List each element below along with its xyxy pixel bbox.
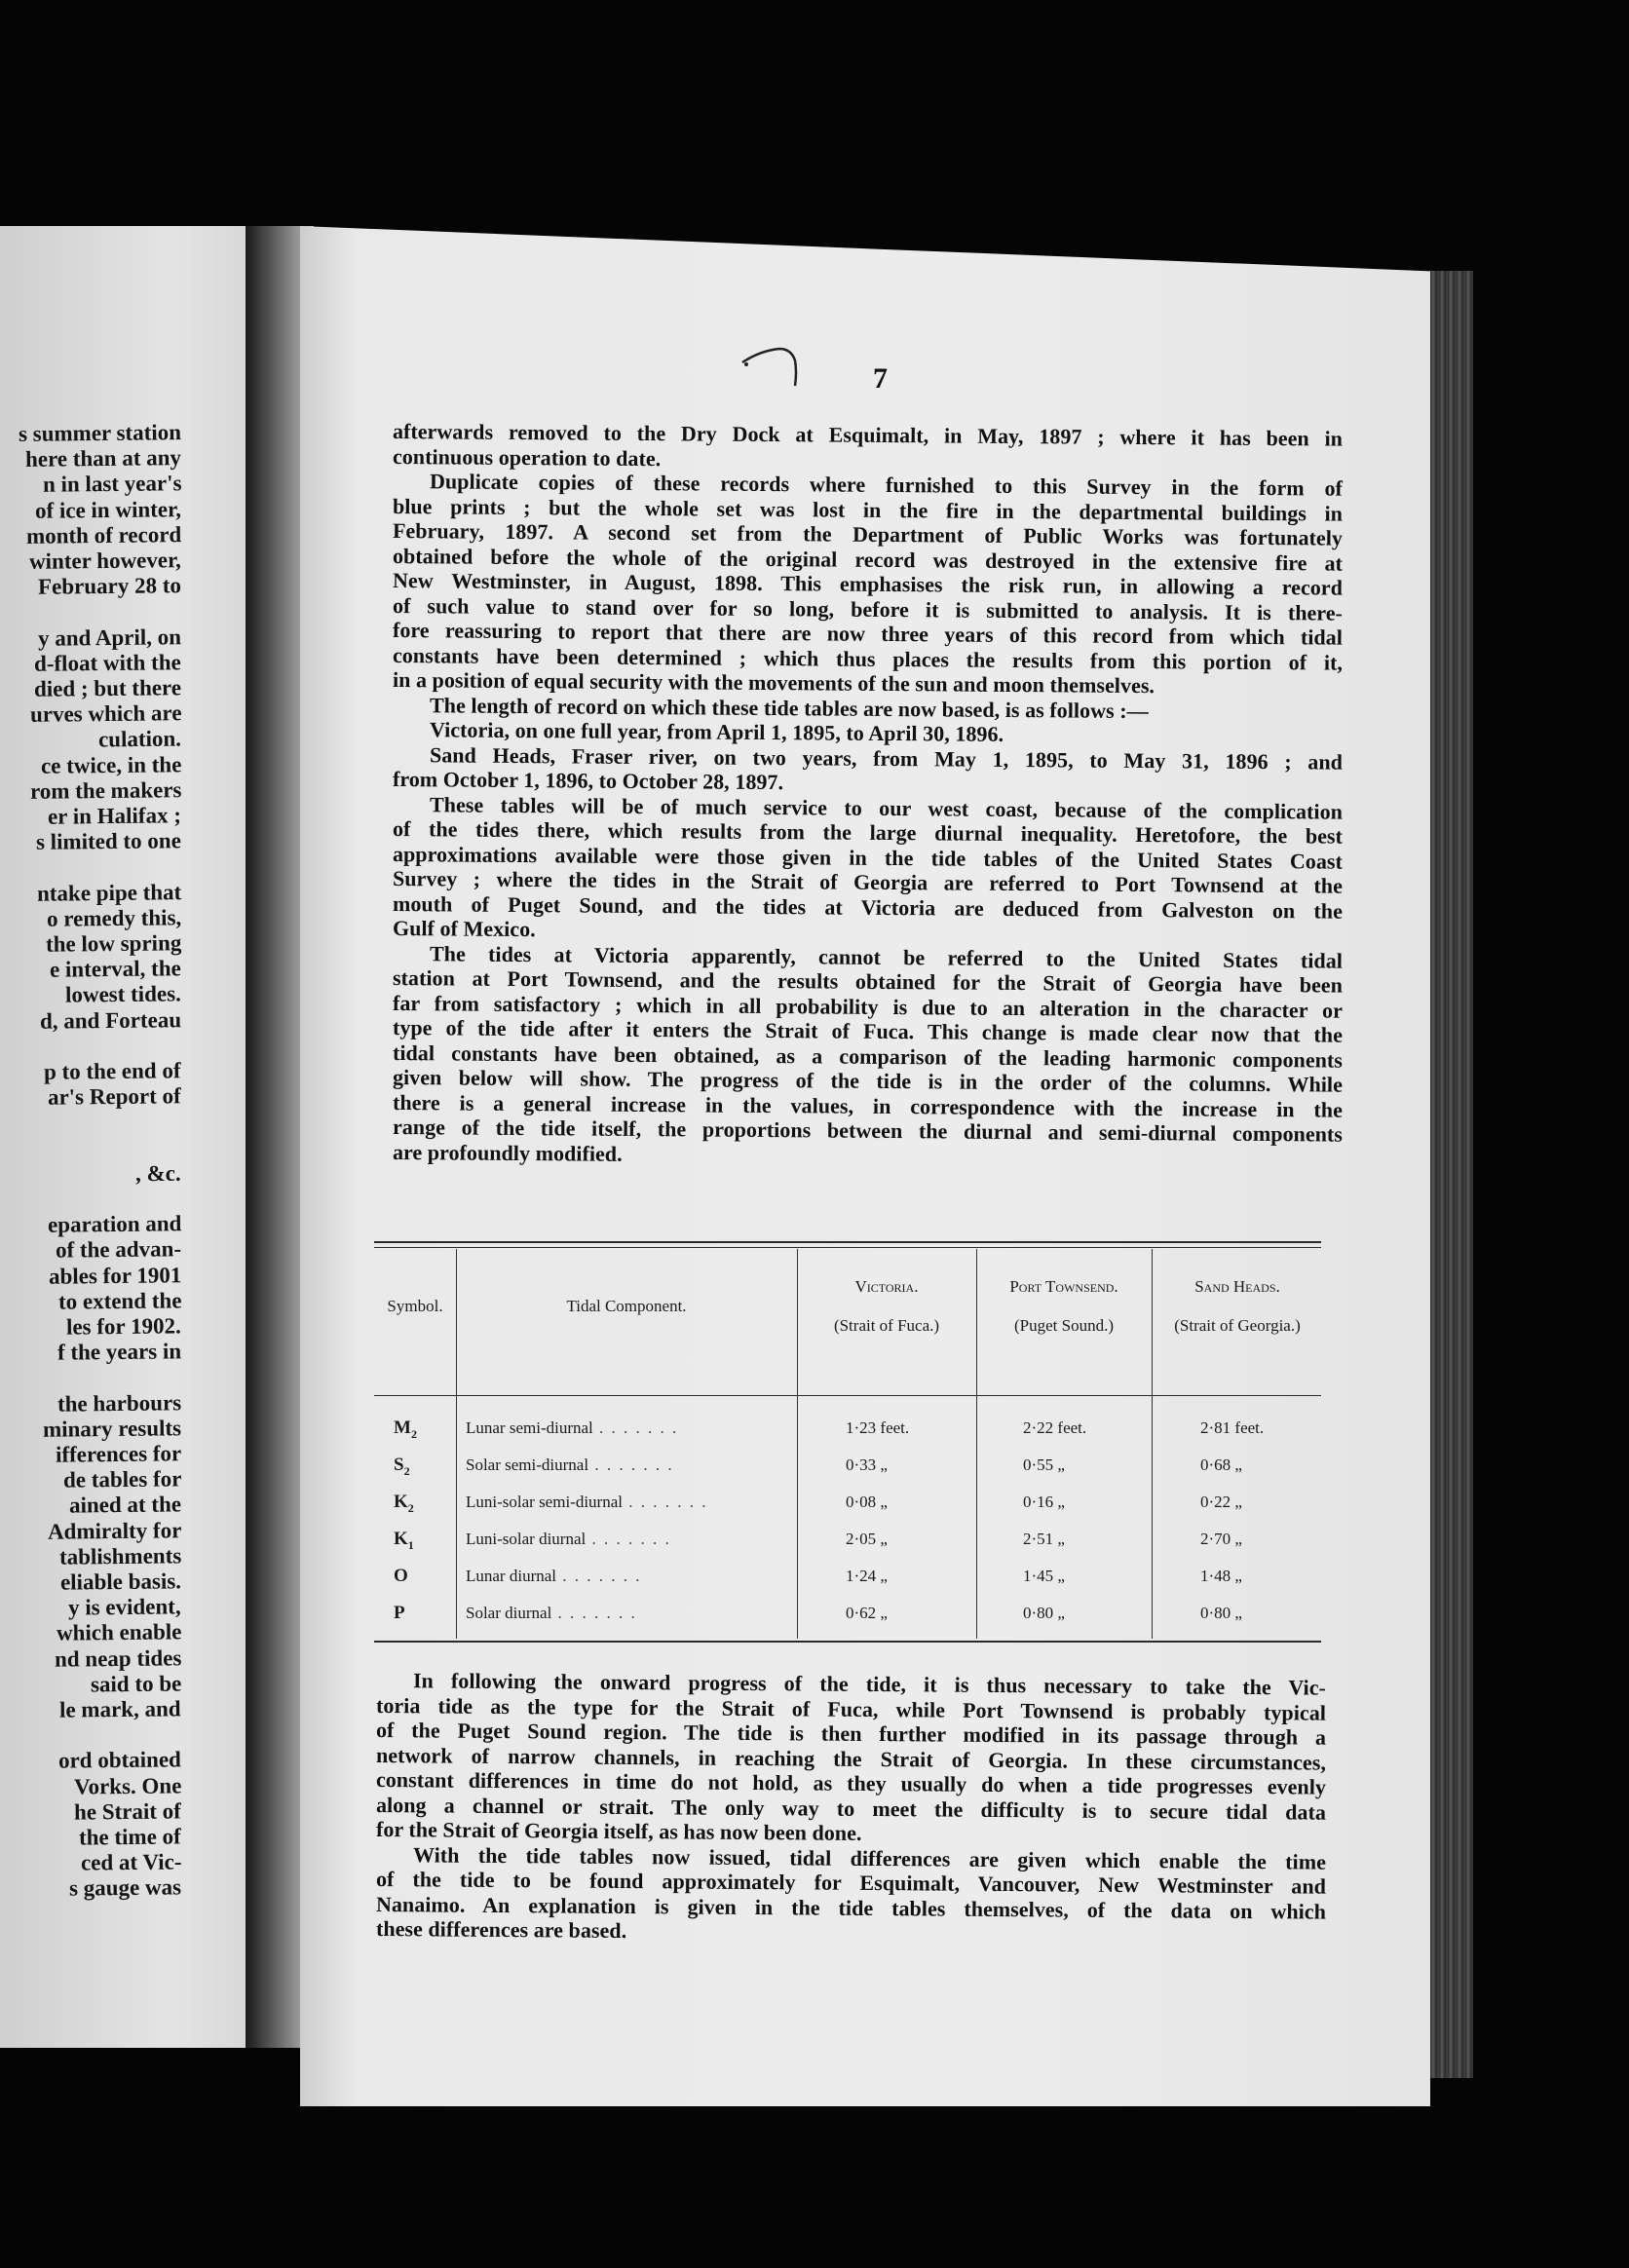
previous-page-line: y and April, on [37, 624, 182, 651]
previous-page-line: de tables for [62, 1466, 182, 1493]
cell-sand-heads: 0·68 „ [1200, 1455, 1242, 1474]
table-column-divider [1152, 1249, 1153, 1639]
symbol-subscript: 1 [407, 1537, 414, 1552]
text-line: from October 1, 1896, to October 28, 1897. [392, 767, 784, 795]
text-line: tidal constants have been obtained, as a comparison of the leading harmonic components [392, 1040, 1344, 1073]
cell-victoria: 0·33 „ [846, 1455, 888, 1474]
table-rule-top-thin [374, 1247, 1321, 1248]
previous-page-line: here than at any [24, 445, 182, 472]
body-text-top [393, 419, 1343, 1164]
leader-dots: . . . . . . . [623, 1493, 708, 1511]
cell-port-townsend: 0·55 „ [1023, 1455, 1065, 1474]
previous-page-line: p to the end of [44, 1058, 182, 1084]
cell-port-townsend: 2·22 feet. [1023, 1418, 1087, 1437]
paragraph [375, 1668, 1327, 1845]
previous-page-line: ord obtained [57, 1747, 182, 1774]
header-symbol: Symbol. [387, 1297, 443, 1315]
table-rule-top [374, 1241, 1321, 1243]
header-sand-heads: Sand Heads. [1194, 1277, 1280, 1296]
paragraph [393, 792, 1343, 941]
previous-page-line: winter however, [28, 548, 182, 574]
text-line: along a channel or strait. The only way to meet the difficulty is to secure tidal data [375, 1792, 1327, 1825]
cell-sand-heads: 0·22 „ [1200, 1493, 1242, 1511]
paragraph [393, 419, 1343, 469]
page-number: 7 [873, 362, 888, 395]
text-line: for the Strait of Georgia itself, as has now been done. [375, 1817, 862, 1845]
previous-page-line: e interval, the [50, 956, 182, 982]
previous-page-line: lowest tides. [65, 981, 182, 1008]
previous-page-line: the time of [79, 1824, 182, 1850]
previous-page-line: le mark, and [59, 1696, 182, 1722]
text-line: far from satisfactory ; which in all probability is due to an alteration in the character or [392, 990, 1344, 1023]
previous-page-line: o remedy this, [46, 905, 182, 931]
text-line: in a position of equal security with the movements of the sun and moon themselves. [392, 667, 1155, 699]
text-line: Gulf of Mexico. [392, 916, 536, 942]
text-line: Duplicate copies of these records where furnished to this Survey in the form of [429, 469, 1344, 501]
text-line: of such value to stand over for so long, before it is submitted to analysis. It is there- [392, 592, 1344, 625]
previous-page-line: ables for 1901 [48, 1262, 182, 1289]
text-line: of the Puget Sound region. The tide is then further modified in its passage through a [375, 1718, 1327, 1750]
previous-page-line: er in Halifax ; [47, 803, 182, 829]
table-column-divider [797, 1249, 798, 1639]
previous-page-line: died ; but there [33, 675, 182, 701]
previous-page-line: urves which are [29, 700, 182, 728]
previous-page-line: the low spring [45, 930, 182, 957]
header-victoria: Victoria. [854, 1277, 919, 1296]
previous-page-line: d, and Forteau [39, 1006, 182, 1034]
cell-port-townsend: 0·80 „ [1023, 1604, 1065, 1622]
header-component: Tidal Component. [566, 1297, 687, 1315]
text-line: of the tides there, which results from the large diurnal inequality. Heretofore, the best [392, 816, 1344, 849]
text-line: February, 1897. A second set from the Department of Public Works was fortunately [392, 518, 1344, 550]
text-line: continuous operation to date. [392, 443, 662, 471]
symbol-letter: K [394, 1492, 408, 1512]
symbol-letter: M [394, 1418, 411, 1438]
text-line: these differences are based. [375, 1916, 627, 1944]
previous-page-line: s summer station [18, 420, 182, 446]
cell-component [466, 1411, 678, 1446]
text-line: are profoundly modified. [392, 1139, 623, 1166]
previous-page-line: ifferences for [55, 1441, 182, 1467]
cell-sand-heads: 0·80 „ [1200, 1604, 1242, 1622]
previous-page-line: s limited to one [36, 828, 182, 854]
cell-sand-heads: 2·70 „ [1200, 1530, 1242, 1548]
text-line: afterwards removed to the Dry Dock at Esquimalt, in May, 1897 ; where it has been in [392, 419, 1344, 451]
paragraph [393, 941, 1343, 1165]
leader-dots: . . . . . . . [556, 1567, 642, 1585]
previous-page-line: of the advan- [55, 1236, 182, 1264]
header-port-townsend: Port Townsend. [1009, 1277, 1118, 1296]
symbol-subscript: 2 [403, 1463, 410, 1478]
text-line: approximations available were those given in the tide tables of the United States Coast [392, 841, 1344, 874]
header-sand-heads-sub: (Strait of Georgia.) [1174, 1316, 1301, 1335]
component-name: Lunar diurnal [466, 1567, 556, 1585]
text-line: mouth of Puget Sound, and the tides at Victoria are deduced from Galveston on the [392, 890, 1344, 924]
header-port-townsend-sub: (Puget Sound.) [1014, 1316, 1114, 1335]
cell-symbol [394, 1448, 410, 1483]
cell-victoria: 1·24 „ [846, 1567, 888, 1585]
previous-page-line: f the years in [57, 1339, 182, 1365]
cell-component [466, 1485, 708, 1520]
previous-page-line: ar's Report of [48, 1083, 182, 1110]
previous-page-fragment [0, 226, 246, 2048]
component-name: Solar diurnal [466, 1604, 552, 1622]
table-column-divider [976, 1249, 977, 1639]
cell-symbol [394, 1522, 414, 1557]
cell-component [466, 1559, 642, 1594]
symbol-letter: S [394, 1455, 404, 1475]
previous-page-line: s gauge was [68, 1874, 182, 1901]
text-line: The length of record on which these tide tables are now based, is as follows :— [429, 692, 1149, 723]
text-line: toria tide as the type for the Strait of Fuca, while Port Townsend is probably typical [375, 1692, 1327, 1725]
leader-dots: . . . . . . . [592, 1418, 679, 1437]
symbol-letter: O [394, 1566, 408, 1586]
cell-port-townsend: 2·51 „ [1023, 1530, 1065, 1548]
previous-page-line: y is evident, [68, 1594, 182, 1620]
text-line: given below will show. The progress of the tide is in the order of the columns. While [392, 1065, 1344, 1097]
table-rule-header [374, 1395, 1321, 1396]
cell-sand-heads: 1·48 „ [1200, 1567, 1242, 1585]
cell-port-townsend: 1·45 „ [1023, 1567, 1065, 1585]
previous-page-line: the harbours [57, 1389, 182, 1417]
symbol-letter: K [394, 1529, 408, 1549]
text-line: fore reassuring to report that there are now three years of this record from which tidal [392, 618, 1344, 650]
text-line: The tides at Victoria apparently, cannot be referred to the United States tidal [429, 940, 1344, 973]
previous-page-line: nd neap tides [54, 1644, 182, 1672]
text-line: With the tide tables now issued, tidal differences are given which enable the time [412, 1841, 1327, 1874]
text-line: constant differences in time do not hold, as they usually do when a tide progresses evenly [375, 1767, 1327, 1799]
text-line: In following the onward progress of the tide, it is thus necessary to take the Vic- [412, 1668, 1327, 1700]
leader-dots: . . . . . . . [551, 1604, 637, 1622]
cell-component [466, 1448, 674, 1483]
cell-component [466, 1522, 671, 1557]
previous-page-line: Admiralty for [47, 1517, 182, 1544]
text-line: constants have been determined ; which thus places the results from this portion of it, [392, 642, 1344, 675]
previous-page-line: les for 1902. [66, 1313, 182, 1340]
cell-symbol [394, 1411, 417, 1446]
previous-page-line: tablishments [58, 1543, 182, 1569]
text-line: These tables will be of much service to our west coast, because of the complication [429, 791, 1344, 824]
previous-page-line: to extend the [57, 1288, 182, 1314]
cell-victoria: 0·62 „ [846, 1604, 888, 1622]
cell-symbol [394, 1485, 414, 1520]
cell-sand-heads: 2·81 feet. [1200, 1418, 1265, 1437]
previous-page-line: ntake pipe that [36, 879, 182, 906]
paragraph [392, 741, 1344, 795]
previous-page-line: n in last year's [42, 471, 182, 498]
cell-port-townsend: 0·16 „ [1023, 1493, 1065, 1511]
cell-victoria: 2·05 „ [846, 1530, 888, 1548]
symbol-subscript: 2 [410, 1426, 417, 1441]
previous-page-line: Vorks. One [73, 1773, 182, 1799]
previous-page-line: which enable [56, 1619, 182, 1646]
previous-page-line: culation. [97, 726, 182, 752]
leader-dots: . . . . . . . [588, 1455, 674, 1474]
previous-page-line: eliable basis. [59, 1569, 182, 1595]
previous-page-line: February 28 to [37, 573, 182, 599]
cell-victoria: 0·08 „ [846, 1493, 888, 1511]
table-rule-bottom [374, 1641, 1321, 1643]
previous-page-line: he Strait of [73, 1798, 182, 1825]
paragraph [392, 469, 1344, 699]
cell-symbol [394, 1559, 408, 1594]
previous-page-line: minary results [42, 1416, 182, 1442]
text-line: of the tide to be found approximately for Esquimalt, Vancouver, New Westminster and [375, 1867, 1327, 1899]
text-line: obtained before the whole of the original record was destroyed in the extensive fire at [392, 543, 1344, 576]
text-line: blue prints ; but the whole set was lost in the fire in the departmental buildings in [392, 493, 1344, 526]
previous-page-line: ained at the [68, 1492, 182, 1518]
ink-mark [740, 341, 809, 390]
text-line: Victoria, on one full year, from April 1, 1895, to April 30, 1896. [429, 717, 1004, 746]
paragraph [376, 1842, 1326, 1942]
previous-page-line: said to be [90, 1671, 182, 1697]
symbol-letter: P [394, 1603, 405, 1623]
component-name: Solar semi-diurnal [466, 1455, 589, 1474]
text-line: type of the tide after it enters the Strait of Fuca. This change is made clear now that the [392, 1015, 1344, 1047]
previous-page-line: ced at Vic- [80, 1849, 182, 1875]
text-line: there is a general increase in the values, in correspondence with the increase in the [392, 1089, 1344, 1122]
text-line: network of narrow channels, in reaching the Strait of Georgia. In these circumstances, [375, 1742, 1327, 1775]
page-edges [1430, 271, 1473, 2078]
previous-page-line: rom the makers [29, 776, 182, 804]
cell-symbol [394, 1596, 405, 1631]
cell-component [466, 1596, 637, 1631]
text-line: New Westminster, in August, 1898. This emphasises the risk run, in allowing a record [392, 568, 1344, 600]
previous-page-line: month of record [25, 521, 182, 548]
component-name: Luni-solar diurnal [466, 1530, 587, 1548]
previous-page-line: of ice in winter, [34, 496, 182, 523]
text-line: station at Port Townsend, and the results obtained for the Strait of Georgia have been [392, 965, 1344, 998]
previous-page-line: ce twice, in the [40, 751, 182, 778]
component-name: Luni-solar semi-diurnal [466, 1493, 623, 1511]
previous-page-line: d-float with the [34, 650, 182, 676]
text-line: Sand Heads, Fraser river, on two years, from May 1, 1895, to May 31, 1896 ; and [429, 741, 1344, 775]
cell-victoria: 1·23 feet. [846, 1418, 910, 1437]
text-line: range of the tide itself, the proportions between the diurnal and semi-diurnal components [392, 1115, 1344, 1147]
symbol-subscript: 2 [407, 1500, 414, 1515]
text-line: Survey ; where the tides in the Strait of Georgia are referred to Port Townsend at the [392, 866, 1344, 898]
component-name: Lunar semi-diurnal [466, 1418, 593, 1437]
previous-page-line: eparation and [47, 1211, 182, 1237]
body-text-bottom [376, 1668, 1326, 1942]
previous-page-line: , &c. [135, 1160, 182, 1187]
leader-dots: . . . . . . . [586, 1530, 671, 1548]
header-victoria-sub: (Strait of Fuca.) [833, 1316, 940, 1335]
text-line: Nanaimo. An explanation is given in the tide tables themselves, of the data on which [375, 1891, 1327, 1924]
